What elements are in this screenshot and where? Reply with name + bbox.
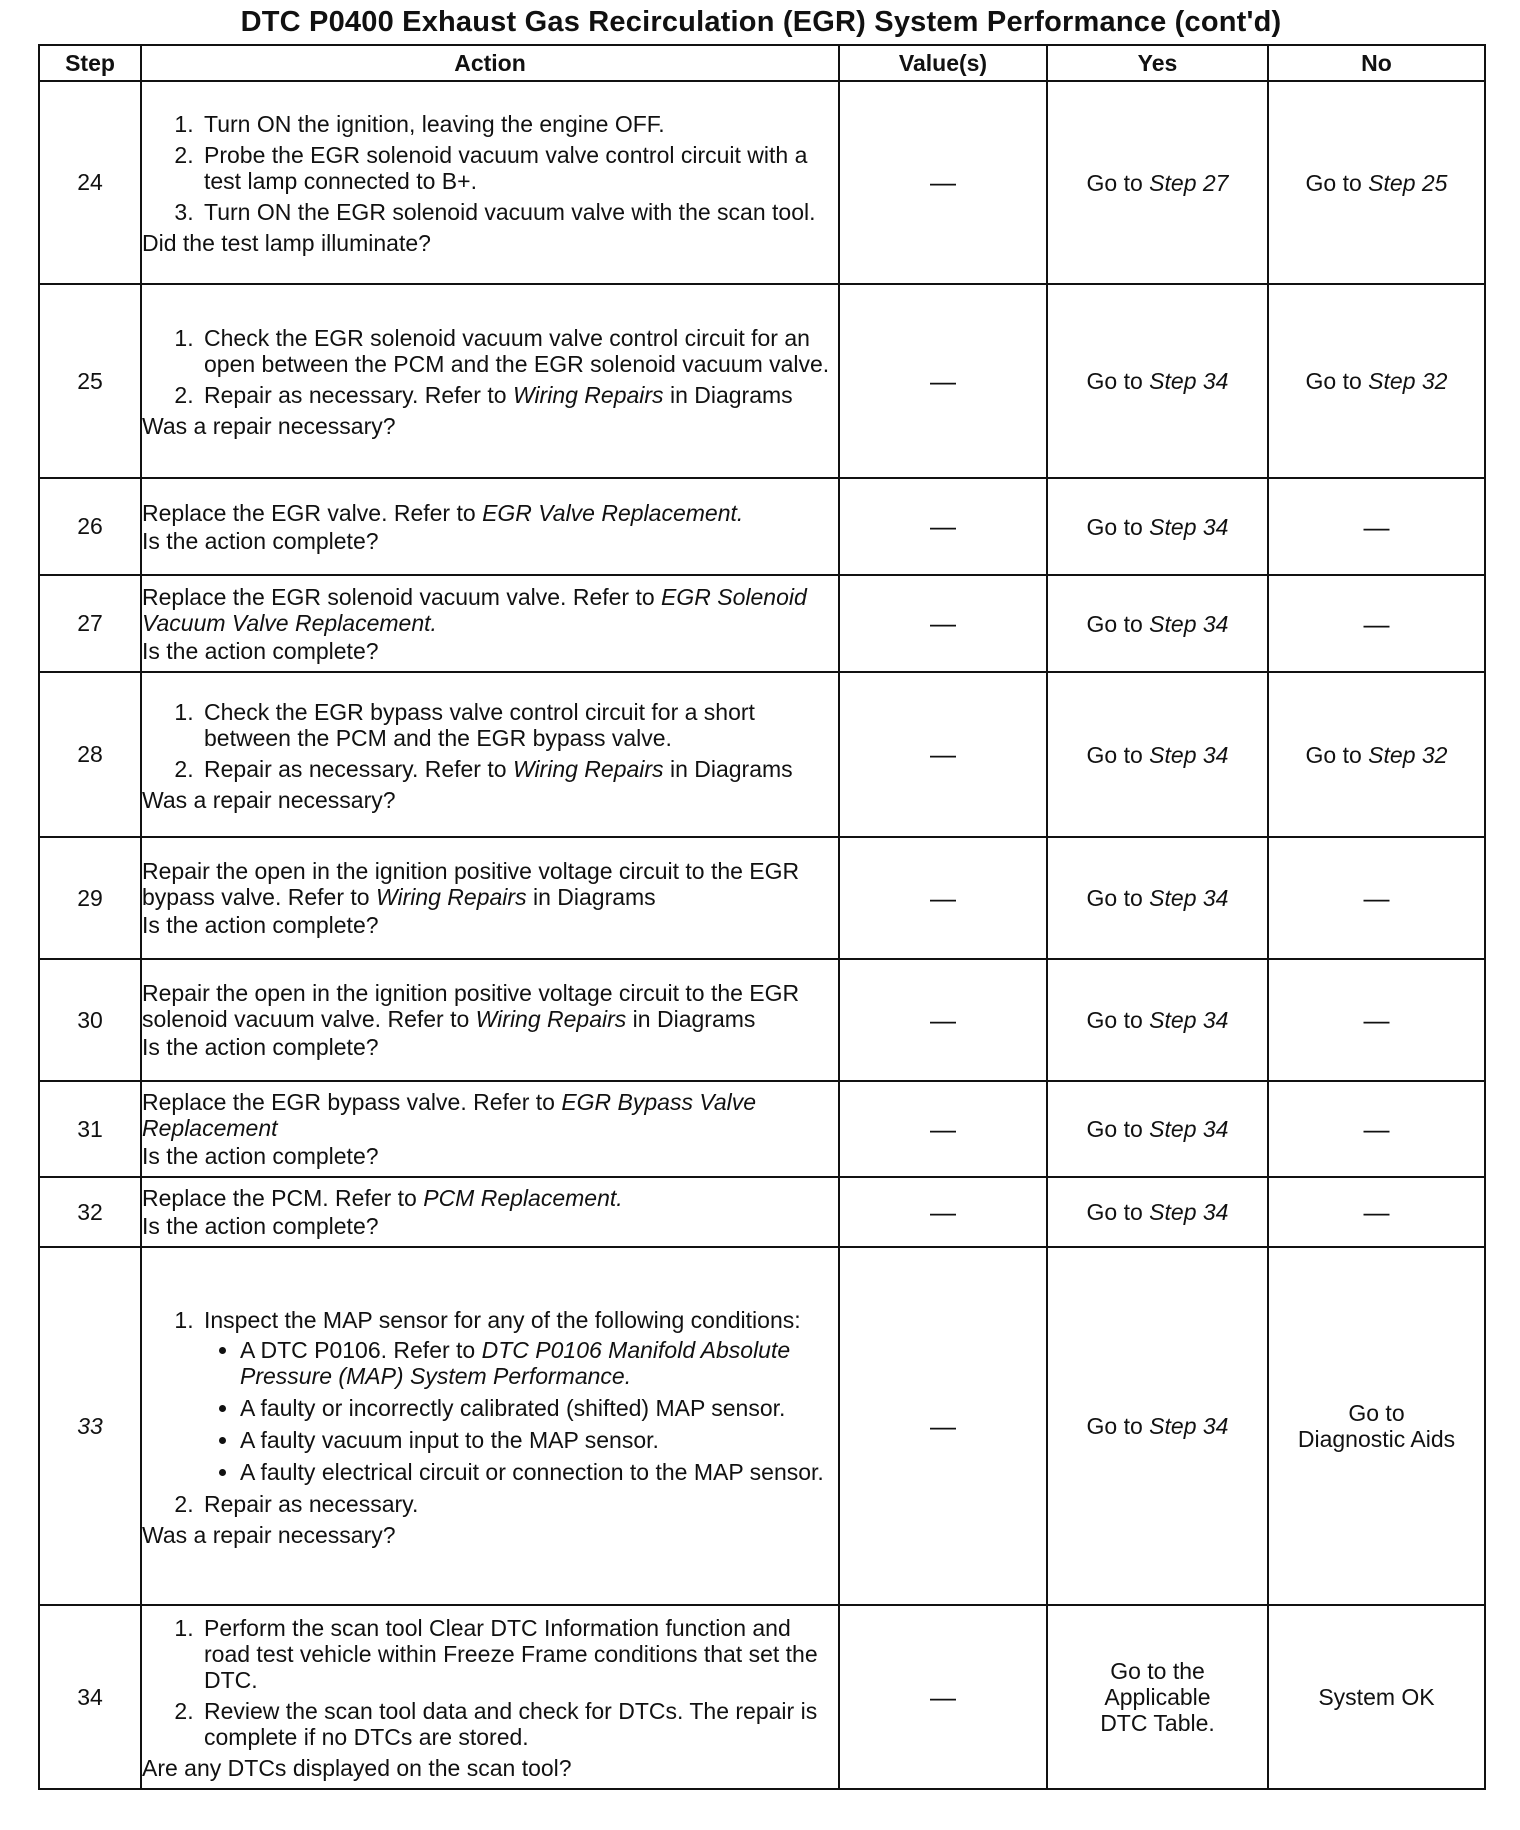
step-number: 27	[39, 575, 141, 672]
action-text: Replace the EGR bypass valve. Refer to EGR Bypass Valve Replacement	[142, 1089, 757, 1141]
step-number: 24	[39, 81, 141, 284]
action-item: 2. Probe the EGR solenoid vacuum valve control circuit with a test lamp connected to B+.	[200, 142, 838, 194]
action-item: 1. Inspect the MAP sensor for any of the following conditions: • A DTC P0106. Refer to DTC P0106 Manifold Absolute Pressure (MAP) System Performance. • A faulty or incorrectly calibrated (shifted) MAP sensor. • A faulty vacuum input to the MAP sensor. • A faulty electrical circuit or connection to the MAP sensor.	[200, 1307, 838, 1485]
action-cell	[141, 1081, 839, 1177]
page-title: DTC P0400 Exhaust Gas Recirculation (EGR) System Performance (cont'd)	[240, 6, 1282, 38]
value-cell: —	[839, 478, 1047, 575]
action-question: Did the test lamp illuminate?	[142, 230, 431, 256]
diagnostic-aids-link: Diagnostic Aids	[1297, 1426, 1456, 1452]
action-text: Replace the PCM. Refer to PCM Replacement.	[142, 1185, 623, 1211]
action-text: Replace the EGR valve. Refer to EGR Valve Replacement.	[142, 499, 744, 526]
action-text: Repair the open in the ignition positive voltage circuit to the EGR solenoid vacuum valve. Refer to Wiring Repairs in Diagrams	[142, 980, 800, 1032]
action-cell	[141, 1605, 839, 1789]
step-link: Step 34	[1149, 741, 1229, 768]
yes-cell: Go to Step 34	[1047, 672, 1268, 837]
action-item: 1. Perform the scan tool Clear DTC Information function and road test vehicle within Freeze Frame conditions that set the DTC.	[200, 1615, 838, 1693]
condition-item: • A faulty electrical circuit or connection to the MAP sensor.	[240, 1459, 838, 1485]
yes-cell: Go to Step 34	[1047, 478, 1268, 575]
value-cell: —	[839, 1605, 1047, 1789]
no-cell: —	[1268, 1081, 1485, 1177]
step-number: 25	[39, 284, 141, 478]
action-question: Is the action complete?	[142, 1034, 379, 1060]
no-cell: Go to Step 32	[1268, 672, 1485, 837]
action-item: 2. Repair as necessary. Refer to Wiring Repairs in Diagrams	[200, 382, 838, 408]
no-cell: Go to Step 25	[1268, 81, 1485, 284]
yes-cell: Go to Step 34	[1047, 1177, 1268, 1247]
header-no: No	[1268, 45, 1485, 81]
value-cell: —	[839, 1247, 1047, 1605]
step-link: Step 27	[1149, 169, 1229, 196]
action-item: 2. Review the scan tool data and check for DTCs. The repair is complete if no DTCs are stored.	[200, 1698, 838, 1750]
action-question: Was a repair necessary?	[142, 413, 396, 439]
action-cell	[141, 1177, 839, 1247]
header-step: Step	[39, 45, 141, 81]
action-cell	[141, 837, 839, 959]
yes-cell: Go to Step 34	[1047, 284, 1268, 478]
step-link: Step 25	[1368, 169, 1448, 196]
action-item: 1. Check the EGR bypass valve control circuit for a short between the PCM and the EGR bypass valve.	[200, 699, 838, 751]
yes-cell: Go to Step 34	[1047, 837, 1268, 959]
value-cell: —	[839, 81, 1047, 284]
header-values: Value(s)	[839, 45, 1047, 81]
action-question: Are any DTCs displayed on the scan tool?	[142, 1755, 572, 1781]
action-item: 1. Turn ON the ignition, leaving the engine OFF.	[200, 111, 838, 137]
action-cell	[141, 1247, 839, 1605]
yes-cell: Go to Step 34	[1047, 1081, 1268, 1177]
header-yes: Yes	[1047, 45, 1268, 81]
header-action: Action	[141, 45, 839, 81]
value-cell: —	[839, 284, 1047, 478]
step-link: Step 32	[1368, 368, 1448, 394]
condition-item: • A faulty or incorrectly calibrated (shifted) MAP sensor.	[240, 1395, 838, 1421]
step-link: Step 34	[1149, 513, 1229, 540]
action-cell	[141, 284, 839, 478]
value-cell: —	[839, 1177, 1047, 1247]
table-row	[39, 478, 1485, 575]
table-row	[39, 959, 1485, 1081]
step-link: Step 34	[1149, 1199, 1229, 1225]
no-cell: —	[1268, 575, 1485, 672]
table-row	[39, 575, 1485, 672]
condition-item: • A DTC P0106. Refer to DTC P0106 Manifold Absolute Pressure (MAP) System Performance.	[240, 1337, 838, 1389]
step-link: Step 34	[1149, 368, 1229, 394]
action-text: Repair the open in the ignition positive voltage circuit to the EGR bypass valve. Refer to Wiring Repairs in Diagrams	[142, 858, 800, 910]
action-question: Was a repair necessary?	[142, 786, 396, 813]
table-row	[39, 1247, 1485, 1605]
step-link: Step 34	[1149, 610, 1229, 637]
step-number: 26	[39, 478, 141, 575]
yes-cell: Go to the Applicable DTC Table.	[1047, 1605, 1268, 1789]
table-row	[39, 81, 1485, 284]
no-cell: —	[1268, 1177, 1485, 1247]
no-cell: Go to Step 32	[1268, 284, 1485, 478]
table-row	[39, 1177, 1485, 1247]
step-number: 32	[39, 1177, 141, 1247]
condition-list	[204, 1337, 838, 1485]
action-question: Is the action complete?	[142, 1213, 379, 1239]
no-cell: —	[1268, 837, 1485, 959]
header-row	[39, 45, 1485, 81]
yes-cell: Go to Step 34	[1047, 1247, 1268, 1605]
step-number: 29	[39, 837, 141, 959]
step-link: Step 34	[1149, 1116, 1229, 1142]
action-question: Is the action complete?	[142, 1143, 379, 1169]
action-item: 3. Turn ON the EGR solenoid vacuum valve with the scan tool.	[200, 199, 838, 225]
action-cell	[141, 81, 839, 284]
action-cell	[141, 959, 839, 1081]
action-cell	[141, 478, 839, 575]
no-cell: —	[1268, 959, 1485, 1081]
yes-cell: Go to Step 34	[1047, 959, 1268, 1081]
action-item: 2. Repair as necessary. Refer to Wiring Repairs in Diagrams	[200, 756, 838, 782]
step-number: 31	[39, 1081, 141, 1177]
no-cell: System OK	[1268, 1605, 1485, 1789]
action-question: Is the action complete?	[142, 912, 379, 938]
action-text: Replace the EGR solenoid vacuum valve. Refer to EGR Solenoid Vacuum Valve Replacement.	[142, 583, 807, 636]
value-cell: —	[839, 575, 1047, 672]
step-number: 34	[39, 1605, 141, 1789]
table-row	[39, 1081, 1485, 1177]
yes-cell: Go to Step 34	[1047, 575, 1268, 672]
value-cell: —	[839, 1081, 1047, 1177]
table-row	[39, 837, 1485, 959]
step-link: Step 34	[1149, 885, 1229, 911]
action-question: Was a repair necessary?	[142, 1521, 396, 1548]
step-link: Step 32	[1368, 741, 1448, 768]
table-row	[39, 284, 1485, 478]
no-cell: —	[1268, 478, 1485, 575]
value-cell: —	[839, 672, 1047, 837]
step-number: 30	[39, 959, 141, 1081]
value-cell: —	[839, 837, 1047, 959]
step-link: Step 34	[1149, 1007, 1229, 1033]
action-cell	[141, 575, 839, 672]
no-cell: Go to Diagnostic Aids	[1268, 1247, 1485, 1605]
condition-item: • A faulty vacuum input to the MAP sensor.	[240, 1427, 838, 1453]
step-number: 33	[39, 1247, 141, 1605]
action-question: Is the action complete?	[142, 527, 379, 554]
action-item: 2. Repair as necessary.	[200, 1491, 838, 1517]
action-item: 1. Check the EGR solenoid vacuum valve control circuit for an open between the PCM and the EGR solenoid vacuum valve.	[200, 325, 838, 377]
dtc-table-link: DTC Table.	[1100, 1710, 1215, 1736]
step-link: Step 34	[1149, 1413, 1229, 1439]
yes-cell: Go to Step 27	[1047, 81, 1268, 284]
action-question: Is the action complete?	[142, 637, 379, 664]
diagnostic-table	[38, 44, 1486, 1790]
table-row	[39, 672, 1485, 837]
value-cell: —	[839, 959, 1047, 1081]
table-row	[39, 1605, 1485, 1789]
step-number: 28	[39, 672, 141, 837]
action-cell	[141, 672, 839, 837]
